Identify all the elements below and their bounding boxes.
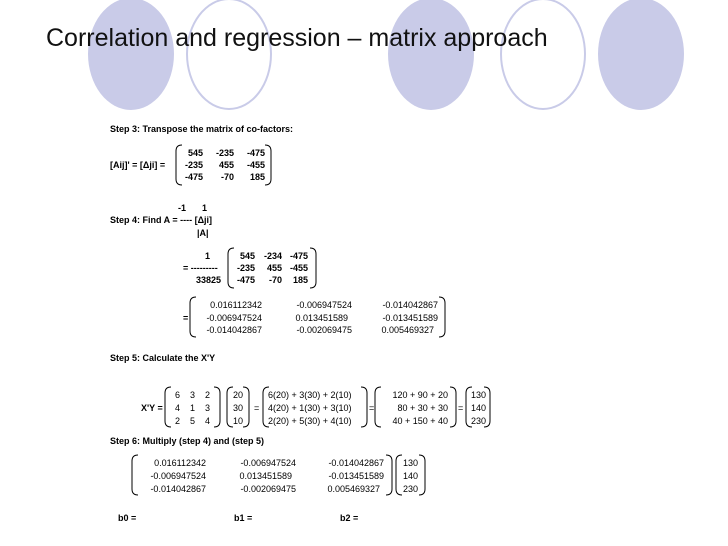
matrix-cell: 2 [174, 416, 180, 426]
vector-cell: 30 [232, 403, 243, 413]
matrix-cell: -0.002069475 [240, 484, 296, 494]
step4-heading: Step 4: Find A = ---- [Δji] [110, 215, 213, 225]
step5-equals-1: = [254, 403, 260, 413]
matrix-cell: -234 [263, 251, 282, 261]
step5-lhs: X'Y = [141, 403, 163, 413]
matrix-cell: 6 [174, 390, 180, 400]
step3-lhs: [Aij]' = [Δji] = [110, 160, 166, 170]
matrix-cell: 0.013451589 [295, 313, 348, 323]
vector-cell: 40 + 150 + 40 [392, 416, 448, 426]
matrix-cell: 1 [189, 403, 195, 413]
matrix-cell: -0.013451589 [382, 313, 438, 323]
matrix-cell: -455 [246, 160, 265, 170]
matrix-cell: -0.006947524 [150, 471, 206, 481]
vector-cell: 4(20) + 1(30) + 3(10) [268, 403, 352, 413]
step6-heading: Step 6: Multiply (step 4) and (step 5) [110, 436, 265, 446]
matrix-cell: 4 [204, 416, 210, 426]
step4-determinant: 33825 [196, 275, 222, 285]
matrix-cell: 2 [204, 390, 210, 400]
matrix-cell: 0.005469327 [327, 484, 380, 494]
slide-title: Correlation and regression – matrix approach [46, 24, 548, 52]
matrix-cell: 545 [239, 251, 255, 261]
step3-heading: Step 3: Transpose the matrix of co-factors: [110, 124, 294, 134]
vector-cell: 2(20) + 5(30) + 4(10) [268, 416, 352, 426]
matrix-cell: 185 [292, 275, 308, 285]
matrix-cell: 545 [187, 148, 203, 158]
matrix-cell: -0.014042867 [206, 325, 262, 335]
vector-cell: 80 + 30 + 30 [397, 403, 448, 413]
matrix-cell: 4 [174, 403, 180, 413]
matrix-cell: -235 [215, 148, 234, 158]
vector-cell: 140 [402, 471, 418, 481]
matrix-cell: -0.006947524 [296, 300, 352, 310]
vector-cell: 20 [232, 390, 243, 400]
vector-cell: 6(20) + 3(30) + 2(10) [268, 390, 352, 400]
matrix-cell: -0.014042867 [150, 484, 206, 494]
step5-heading: Step 5: Calculate the X'Y [110, 353, 216, 363]
matrix-cell: -0.014042867 [328, 458, 384, 468]
matrix-cell: 3 [189, 390, 195, 400]
matrix-cell: 455 [218, 160, 234, 170]
step4-equals-dashes: = --------- [183, 263, 218, 273]
matrix-cell: 455 [266, 263, 282, 273]
vector-cell: 130 [402, 458, 418, 468]
matrix-cell: -0.006947524 [240, 458, 296, 468]
matrix-cell: 0.013451589 [239, 471, 292, 481]
step4-fraction-denominator: |A| [197, 228, 209, 238]
vector-cell: 230 [470, 416, 486, 426]
matrix-cell: -455 [289, 263, 308, 273]
matrix-cell: -0.002069475 [296, 325, 352, 335]
matrix-cell: 0.016112342 [154, 458, 206, 468]
step5-equals-2: = [369, 403, 375, 413]
coefficient-b0: b0 = [118, 513, 137, 523]
matrix-cell: 3 [204, 403, 210, 413]
vector-cell: 230 [402, 484, 418, 494]
step4-scalar-numerator: 1 [205, 251, 211, 261]
matrix-cell: -0.006947524 [206, 313, 262, 323]
matrix-cell: 0.005469327 [381, 325, 434, 335]
vector-cell: 10 [232, 416, 243, 426]
matrix-cell: -475 [246, 148, 265, 158]
vector-cell: 130 [470, 390, 486, 400]
vector-cell: 140 [470, 403, 486, 413]
coefficient-b2: b2 = [340, 513, 359, 523]
step4-fraction-numerator: 1 [202, 203, 208, 213]
matrix-cell: -475 [236, 275, 255, 285]
matrix-cell: 0.016112342 [210, 300, 262, 310]
matrix-cell: -70 [220, 172, 234, 182]
matrix-cell: 185 [249, 172, 265, 182]
matrix-cell: -0.014042867 [382, 300, 438, 310]
matrix-cell: -70 [268, 275, 282, 285]
step5-equals-3: = [458, 403, 464, 413]
matrix-cell: -235 [236, 263, 255, 273]
step4-exponent: -1 [178, 203, 187, 213]
matrix-cell: -475 [184, 172, 203, 182]
matrix-cell: -475 [289, 251, 308, 261]
matrix-cell: -0.013451589 [328, 471, 384, 481]
coefficient-b1: b1 = [234, 513, 253, 523]
matrix-cell: 5 [189, 416, 195, 426]
matrix-cell: -235 [184, 160, 203, 170]
vector-cell: 120 + 90 + 20 [392, 390, 448, 400]
step4-equals: = [183, 313, 189, 323]
